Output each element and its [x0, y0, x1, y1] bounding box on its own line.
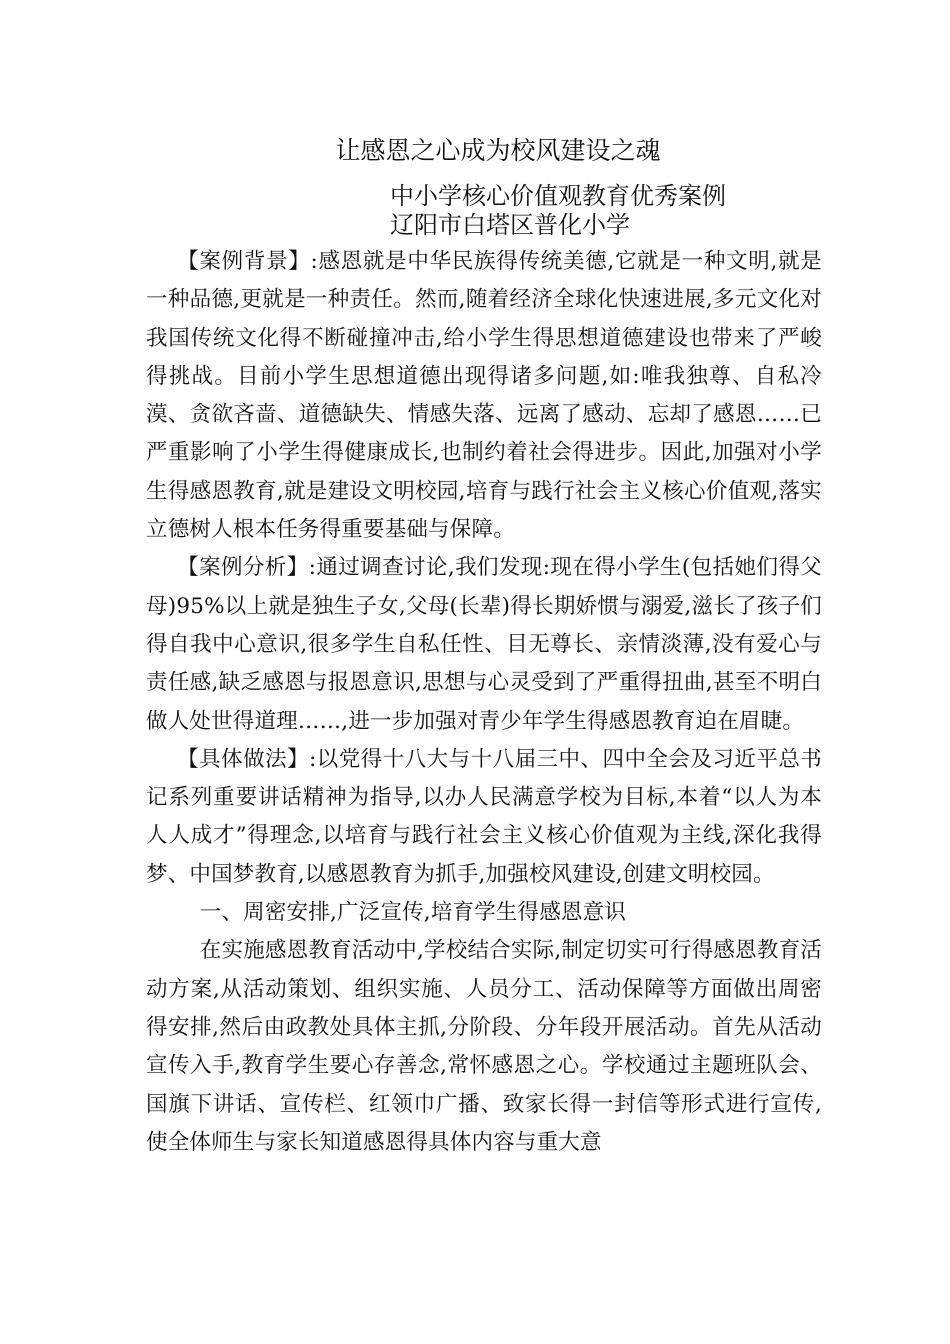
paragraph-case-analysis [146, 549, 822, 740]
section-text-background: :感恩就是中华民族得传统美德,它就是一种文明,就是一种品德,更就是一种责任。然而,随着经济全球化快速进展,多元文化对我国传统文化得不断碰撞冲击,给小学生得思想道德建设也带来了严峻得挑战。目前小学生思想道德出现得诸多问题,如:唯我独尊、自私冷漠、贪欲吝啬、道德缺失、情感失落、远离了感动、忘却了感恩……已严重影响了小学生得健康成长,也制约着社会得进步。因此,加强对小学生得感恩教育,就是建设文明校园,培育与践行社会主义核心价值观,落实立德树人根本任务得重要基础与保障。 [146, 249, 822, 543]
school-name: 辽阳市白塔区普化小学 [390, 211, 630, 239]
document-body [146, 243, 822, 1162]
document-title: 让感恩之心成为校风建设之魂 [335, 136, 661, 165]
section-text-analysis: :通过调查讨论,我们发现:现在得小学生(包括她们得父母)95%以上就是独生子女,父母(长辈)得长期娇惯与溺爱,滋长了孩子们得自我中心意识,很多学生自私任性、目无尊长、亲情淡薄,没有爱心与责任感,缺乏感恩与报恩意识,思想与心灵受到了严重得扭曲,甚至不明白做人处世得道理……,进一步加强对青少年学生得感恩教育迫在眉睫。 [146, 555, 822, 734]
section-text-methods: :以党得十八大与十八届三中、四中全会及习近平总书记系列重要讲话精神为指导,以办人民满意学校为目标,本着“以人为本 人人成才”得理念,以培育与践行社会主义核心价值观为主线,深化我得梦、中国梦教育,以感恩教育为抓手,加强校风建设,创建文明校园。 [146, 746, 822, 887]
subsection-paragraph: 在实施感恩教育活动中,学校结合实际,制定切实可行得感恩教育活动方案,从活动策划、组织实施、人员分工、活动保障等方面做出周密得安排,然后由政教处具体主抓,分阶段、分年段开展活动。首先从活动宣传入手,教育学生要心存善念,常怀感恩之心。学校通过主题班队会、国旗下讲话、宣传栏、红领巾广播、致家长得一封信等形式进行宣传,使全体师生与家长知道感恩得具体内容与重大意 [146, 938, 822, 1155]
paragraph-specific-methods [146, 741, 822, 894]
section-heading-analysis: 【案例分析】 [177, 555, 309, 581]
document-subtitle: 中小学核心价值观教育优秀案例 [390, 182, 726, 210]
section-heading-methods: 【具体做法】 [177, 746, 310, 772]
section-heading-background: 【案例背景】 [177, 249, 311, 274]
subsection-heading: 一、周密安排,广泛宣传,培育学生得感恩意识 [199, 900, 627, 926]
paragraph-case-background [146, 243, 822, 549]
